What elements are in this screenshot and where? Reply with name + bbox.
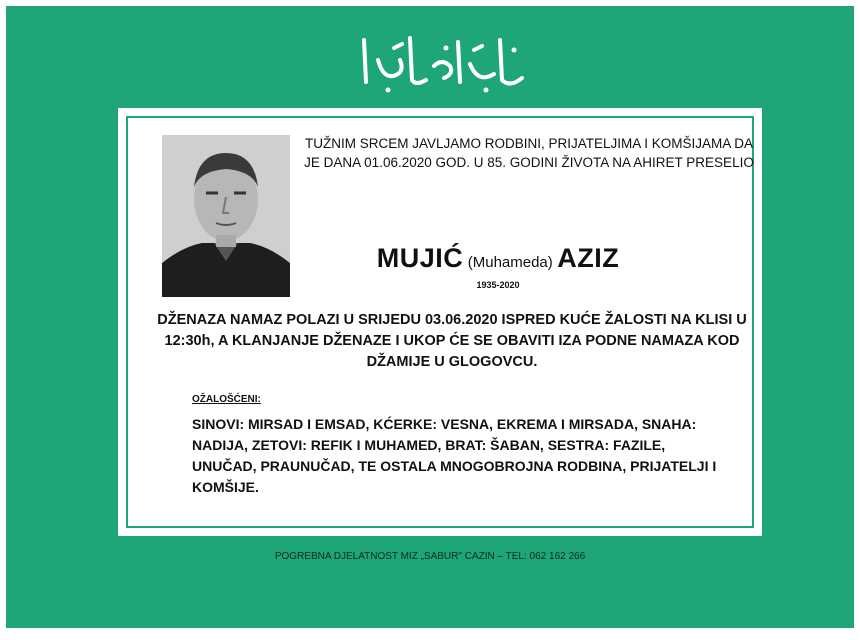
mourners-list: SINOVI: MIRSAD I EMSAD, KĆERKE: VESNA, EKREMA I MIRSADA, SNAHA: NADIJA, ZETOVI: REFIK I MUHAMED, BRAT: ŠABAN, SESTRA: FAZILE, UNUČAD, PRAUNUČAD, TE OSTALA MNOGOBROJNA RODBINA, PRIJATELJI I KOMŠIJE.	[192, 416, 717, 495]
deceased-name	[298, 243, 698, 274]
surname: MUJIĆ	[376, 243, 464, 273]
father-name: (Muhameda)	[467, 254, 553, 271]
life-years: 1935-2020	[476, 280, 520, 290]
portrait-photo	[162, 135, 290, 297]
funeral-service-footer: POGREBNA DJELATNOST MIZ „SABUR" CAZIN – TEL: 062 162 266	[274, 551, 586, 562]
funeral-details: DŽENAZA NAMAZ POLAZI U SRIJEDU 03.06.2020 ISPRED KUĆE ŽALOSTI NA KLISI U 12:30h, A KLANJANJE DŽENAZE I UKOP ĆE SE OBAVITI IZA PODNE NAMAZA KOD DŽAMIJE U GLOGOVCU.	[157, 312, 747, 370]
arabic-calligraphy-icon	[354, 30, 534, 100]
announcement-text: TUŽNIM SRCEM JAVLJAMO RODBINI, PRIJATELJIMA I KOMŠIJAMA DA JE DANA 01.06.2020 GOD. U 85. GODINI ŽIVOTA NA AHIRET PRESELIO	[304, 136, 754, 170]
notice-border	[126, 116, 754, 528]
notice-panel	[118, 108, 762, 536]
first-name: AZIZ	[557, 243, 620, 273]
obituary-background	[6, 6, 854, 628]
mourners-heading: OŽALOŠĆENI:	[192, 394, 261, 405]
